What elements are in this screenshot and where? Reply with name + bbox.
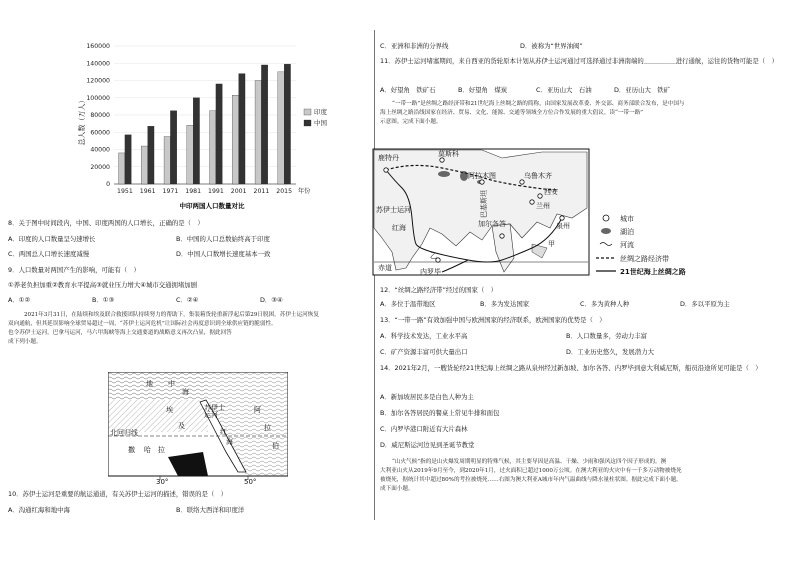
population-bar-chart: [60, 36, 360, 216]
y-tick-label: 120000: [86, 77, 110, 85]
legend-label: 城市: [620, 215, 634, 223]
q-option-c[interactable]: C．亚洲和非洲的分界线: [380, 42, 449, 50]
q11-option-c[interactable]: C．亚历山大 石油: [536, 86, 592, 94]
x-tick-label: 1951: [117, 188, 133, 195]
q14-option-b[interactable]: B．加尔各答居民的餐桌上常见牛排和面包: [380, 409, 500, 417]
place-label: 红海: [392, 224, 406, 232]
passage-line: 海上丝绸之路沿线国家在经济、贸易、文化、能源、交通等领域全方位合作发展的重大倡议。读“一带一路”: [380, 110, 644, 116]
place-label: 乙: [430, 252, 437, 260]
chart-caption: 中印两国人口数量对比: [179, 202, 245, 210]
passage-line: 也令苏伊士运河，巴拿马运河，马六甲海峡等海上交通要道的战略意义再次凸显，据此回答: [8, 330, 232, 336]
city-label: 加尔各答: [478, 220, 506, 228]
q13-option-d[interactable]: D．工业历史悠久，发展潜力大: [566, 348, 654, 356]
legend-label: 丝绸之路经济带: [620, 255, 669, 263]
x-axis: [117, 187, 311, 195]
legend-label: 中国: [314, 119, 327, 127]
suez-map: [108, 372, 288, 484]
map-label: 红: [220, 428, 227, 436]
bar-china: [239, 74, 245, 184]
q12-option-d[interactable]: D．多以平原为主: [680, 300, 730, 308]
y-tick-label: 0: [106, 181, 110, 189]
q13-stem: 13．“一带一路”有效加强中国与欧洲国家的经济联系，欧洲国家的优势是（ ）: [380, 316, 606, 324]
q11-option-a[interactable]: A．好望角 铁矿石: [380, 86, 436, 94]
bar-china: [193, 98, 199, 184]
mediterranean-sea: [108, 372, 208, 400]
bar-india: [255, 81, 261, 185]
q10-option-b[interactable]: B．联络大西洋和印度洋: [176, 506, 245, 514]
y-tick-label: 20000: [90, 163, 110, 171]
y-axis-label: 总人数（万人）: [78, 96, 86, 146]
q13-option-b[interactable]: B．人口数量多，劳动力丰富: [566, 332, 648, 340]
city-label: 西安: [544, 188, 558, 196]
map-label: 阿: [254, 406, 261, 414]
map-label: 地: [146, 380, 153, 388]
passage-line: 被烧死，据统计其中超过80%的考拉被烧死……右图为澳大利亚A城市年内气温曲线与降水量柱状图。据此完成下面小题。: [380, 477, 682, 483]
q10-option-a[interactable]: A．沟通红海和地中海: [8, 506, 70, 514]
x-tick-label: 2011: [253, 188, 270, 195]
x-tick-label: 2001: [230, 188, 247, 195]
map-label: 海: [226, 438, 233, 446]
map-label: 哈: [144, 446, 151, 454]
passage-line: 2021年3月31日，在陆续和埃及联合救援团队持续努力的帮助下，集装箱货轮重新浮起后第29日脱困。苏伊士运河恢复: [24, 312, 319, 318]
bar-india: [164, 137, 170, 184]
city-label: 莫斯科: [438, 150, 459, 158]
wildfire-passage: [380, 458, 784, 494]
q13-option-a[interactable]: A．科学技术发达，工业水平高: [380, 332, 468, 340]
bar-china: [284, 64, 290, 184]
bar-china: [125, 135, 131, 184]
passage-line: “一带一路”是丝绸之路经济带和21世纪海上丝绸之路的简称，由国家发展改革委、外交部、商务部联合发布，是中国与: [392, 101, 685, 107]
q9-stem: 9．人口数量对两国产生的影响，可能有（ ）: [8, 266, 140, 274]
x-tick-label: 2015: [276, 188, 293, 195]
q14-option-a[interactable]: A．新加坡居民多是白色人种为主: [380, 393, 474, 401]
x-axis-suffix: 年份: [298, 188, 311, 195]
y-tick-label: 40000: [90, 146, 110, 154]
passage-line: 成下面小题。: [380, 486, 414, 492]
q11-stem: 11．苏伊士运河堵塞期间，来自西亚的货轮原本计划从苏伊士运河通过可选择通过非洲南端的＿＿＿＿＿进行通航，运往的货物可能是（ ）: [380, 57, 778, 65]
x-tick-label: 1971: [162, 188, 179, 195]
q8-option-d[interactable]: D．中国人口数增长速度基本一致: [176, 250, 271, 258]
city-label: 乌鲁木齐: [524, 172, 552, 180]
map-label: 海: [182, 388, 189, 396]
q14-stem: 14．2021年2月，一艘货轮经21世纪海上丝绸之路从泉州经过新加坡、加尔各答、内罗毕到意大利威尼斯，船员沿途所见可能是（ ）: [380, 364, 762, 372]
bar-china: [216, 84, 222, 184]
map-label: 拉: [264, 424, 271, 432]
chart-legend: [304, 107, 328, 127]
passage-line: 成下列小题。: [8, 339, 42, 345]
legend-label: 湖泊: [620, 228, 634, 236]
q11-option-b[interactable]: B．好望角 煤炭: [458, 86, 508, 94]
map-label: 运河: [204, 411, 218, 419]
q13-option-c[interactable]: C．矿产资源丰富可供大量出口: [380, 348, 468, 356]
y-tick-label: 100000: [86, 94, 110, 102]
map-label: 北回归线: [110, 429, 138, 437]
map-legend: [594, 210, 784, 282]
x-tick-label: 1981: [185, 188, 202, 195]
bar-china: [148, 126, 154, 184]
lake: [438, 171, 450, 177]
longitude-tick: 30°: [156, 478, 169, 484]
legend-swatch: [304, 120, 311, 126]
longitude-tick: 50°: [244, 478, 257, 484]
place-label: 赤道: [378, 264, 392, 272]
passage-line: 示意图。完成下面小题。: [380, 119, 442, 125]
legend-label: 河流: [620, 241, 634, 249]
map-label: 中: [168, 380, 175, 388]
map-label: 埃: [166, 406, 173, 414]
y-tick-label: 60000: [90, 129, 110, 137]
q8-stem: 8．关于图中时间段内，中国、印度两国的人口增长，正确的是（ ）: [8, 219, 204, 227]
q12-stem: 12．“丝绸之路经济带”经过的国家（ ）: [380, 286, 498, 294]
map-label: 撒: [128, 446, 135, 454]
legend-label: 21世纪海上丝绸之路: [620, 268, 686, 276]
city-label: 内罗毕: [420, 268, 441, 276]
river-symbol: [600, 243, 612, 246]
y-tick-label: 140000: [86, 60, 110, 68]
q8-option-c[interactable]: C．两国总人口增长速度减慢: [8, 250, 90, 258]
q14-option-c[interactable]: C．内罗毕港口附近有大片森林: [380, 425, 468, 433]
city-label: 兰州: [536, 202, 550, 210]
map-label: 苏伊士: [204, 404, 225, 412]
bar-india: [210, 111, 216, 184]
q12-option-b[interactable]: B．多为发达国家: [480, 300, 530, 308]
city-label: 泉州: [556, 222, 570, 230]
bar-india: [278, 72, 284, 184]
place-label: 苏伊士运河: [376, 206, 411, 214]
map-label: 及: [178, 422, 185, 430]
q11-option-d[interactable]: D．亚历山大 铁矿: [614, 86, 671, 94]
x-tick-label: 1991: [208, 188, 224, 195]
q9-option-b[interactable]: B．①③: [92, 296, 115, 304]
map-label: 伯: [272, 442, 279, 450]
bar-china: [170, 111, 176, 184]
legend-label: 印度: [314, 108, 327, 116]
q10-stem: 10．苏伊士运河是重要的航运通道，有关苏伊士运河的描述，错误的是（ ）: [8, 490, 228, 498]
q8-option-b[interactable]: B．中国的人口总数始终高于印度: [176, 235, 270, 243]
q9-option-d[interactable]: D．③④: [260, 296, 283, 304]
city-label: 阿拉木图: [468, 172, 496, 180]
y-tick-label: 160000: [86, 43, 110, 51]
passage-line: “山火气候”指的是山火爆发周期明显的特殊气候，其主要导因是高温、干燥、少雨和强风这四个因子形成的。澳: [392, 459, 667, 465]
x-tick-label: 1961: [139, 188, 156, 195]
city-symbol: [603, 215, 609, 221]
city-label: 鹿特丹: [378, 154, 399, 162]
y-tick-label: 80000: [90, 112, 110, 120]
q12-option-c[interactable]: C．多为黄种人种: [580, 300, 630, 308]
passage-line: 双向通航，但其延误影响全球贸易超过一周，“苏伊士运河危机”让国际社会再度意识到全球供应链的脆弱性。: [8, 321, 277, 327]
place-label: 甲: [548, 240, 555, 248]
bars: [119, 64, 291, 184]
bar-india: [141, 146, 147, 184]
bar-china: [261, 65, 267, 184]
q9-option-c[interactable]: C．②④: [176, 296, 199, 304]
q-option-d[interactable]: D．被称为“世界油阀”: [520, 42, 583, 50]
q9-items: ①养老负担加重②教育水平提高③就业压力增大④城市交通拥堵加剧: [8, 281, 198, 289]
suez-passage: [8, 311, 368, 347]
belt-road-passage: [380, 100, 784, 127]
bar-india: [232, 95, 238, 184]
bar-india: [119, 153, 125, 184]
lake-symbol: [601, 228, 611, 234]
q9-option-a[interactable]: A．①②: [8, 296, 31, 304]
legend-swatch: [304, 109, 311, 115]
q8-option-a[interactable]: A．印度的人口数量呈匀速增长: [8, 235, 96, 243]
passage-line: 大利亚山火从2019年9月至今，到2020年1月，过火面积已超过1000万公顷。在澳大利亚的火灾中有一千多万动物被烧死: [380, 468, 682, 474]
bar-india: [187, 125, 193, 184]
place-label: 巴基斯坦: [480, 190, 488, 218]
q14-option-d[interactable]: D．威尼斯运河边见到圣诞节教堂: [380, 441, 475, 449]
q12-option-a[interactable]: A．多位于温带地区: [380, 300, 436, 308]
map-label: 拉: [158, 446, 165, 454]
belt-road-map: [372, 148, 590, 276]
